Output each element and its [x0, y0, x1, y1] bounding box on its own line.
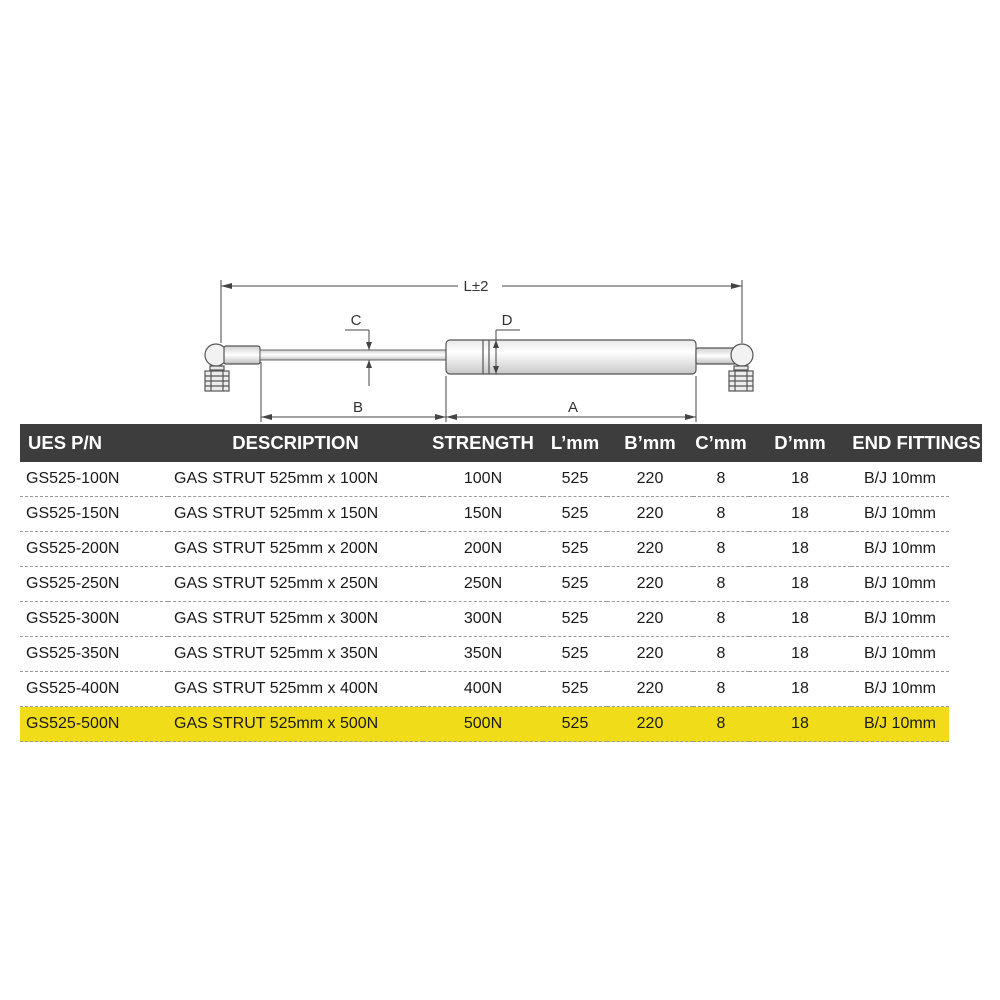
- cell-c: 8: [693, 497, 749, 532]
- cell-part-number: GS525-500N: [20, 707, 168, 742]
- cell-strength: 100N: [423, 462, 543, 497]
- cell-b: 220: [607, 497, 693, 532]
- cell-end-fittings: B/J 10mm: [851, 672, 949, 707]
- cell-d: 18: [749, 672, 851, 707]
- cell-end-fittings: B/J 10mm: [851, 532, 949, 567]
- cell-end-fittings: B/J 10mm: [851, 567, 949, 602]
- cell-description: GAS STRUT 525mm x 250N: [168, 567, 423, 602]
- piston-rod: [260, 350, 446, 360]
- header-strength: STRENGTH: [432, 432, 534, 453]
- cell-part-number: GS525-300N: [20, 602, 168, 637]
- table-row: [20, 602, 982, 637]
- cell-length: 525: [543, 602, 607, 637]
- right-ball-joint: [696, 344, 753, 391]
- cell-d: 18: [749, 532, 851, 567]
- table-row: [20, 462, 982, 497]
- table-row-highlighted: [20, 707, 982, 742]
- cylinder-body: [446, 340, 696, 374]
- cell-part-number: GS525-150N: [20, 497, 168, 532]
- arrow-C-top: [366, 342, 372, 350]
- header-b: B’mm: [624, 432, 676, 453]
- cell-c: 8: [693, 462, 749, 497]
- cell-part-number: GS525-100N: [20, 462, 168, 497]
- cell-b: 220: [607, 672, 693, 707]
- cell-part-number: GS525-350N: [20, 637, 168, 672]
- cell-end-fittings: B/J 10mm: [851, 497, 949, 532]
- cell-description: GAS STRUT 525mm x 200N: [168, 532, 423, 567]
- cell-end-fittings: B/J 10mm: [851, 707, 949, 742]
- gas-strut-diagram: [0, 0, 1000, 430]
- cell-end-fittings: B/J 10mm: [851, 602, 949, 637]
- cell-length: 525: [543, 462, 607, 497]
- table-row: [20, 497, 982, 532]
- header-description: DESCRIPTION: [232, 432, 359, 453]
- row-spacer: [949, 497, 982, 532]
- cell-strength: 150N: [423, 497, 543, 532]
- cell-length: 525: [543, 497, 607, 532]
- cell-description: GAS STRUT 525mm x 350N: [168, 637, 423, 672]
- cell-description: GAS STRUT 525mm x 400N: [168, 672, 423, 707]
- table-header-row: [20, 424, 982, 462]
- row-spacer: [949, 637, 982, 672]
- cell-c: 8: [693, 602, 749, 637]
- cell-b: 220: [607, 707, 693, 742]
- cell-b: 220: [607, 567, 693, 602]
- cell-description: GAS STRUT 525mm x 100N: [168, 462, 423, 497]
- cell-strength: 200N: [423, 532, 543, 567]
- cell-description: GAS STRUT 525mm x 500N: [168, 707, 423, 742]
- header-d: D’mm: [774, 432, 826, 453]
- dimension-B-label: B: [352, 399, 364, 416]
- table-row: [20, 567, 982, 602]
- arrow-B-left: [261, 414, 272, 420]
- dimension-D-label: D: [501, 312, 513, 329]
- cell-b: 220: [607, 637, 693, 672]
- header-c: C’mm: [695, 432, 747, 453]
- cell-d: 18: [749, 602, 851, 637]
- cell-c: 8: [693, 672, 749, 707]
- cell-d: 18: [749, 497, 851, 532]
- cell-strength: 400N: [423, 672, 543, 707]
- cell-part-number: GS525-400N: [20, 672, 168, 707]
- row-spacer: [949, 602, 982, 637]
- dimension-L-label: L±2: [463, 278, 489, 295]
- cell-length: 525: [543, 637, 607, 672]
- cell-strength: 300N: [423, 602, 543, 637]
- row-spacer: [949, 462, 982, 497]
- cell-end-fittings: B/J 10mm: [851, 462, 949, 497]
- cell-length: 525: [543, 567, 607, 602]
- arrow-C-bottom: [366, 360, 372, 368]
- arrow-B-right: [435, 414, 446, 420]
- cell-description: GAS STRUT 525mm x 150N: [168, 497, 423, 532]
- arrow-L-left: [221, 283, 232, 289]
- cell-length: 525: [543, 707, 607, 742]
- cell-part-number: GS525-200N: [20, 532, 168, 567]
- row-spacer: [949, 567, 982, 602]
- cell-strength: 250N: [423, 567, 543, 602]
- cell-c: 8: [693, 637, 749, 672]
- cell-d: 18: [749, 567, 851, 602]
- cell-d: 18: [749, 462, 851, 497]
- table-row: [20, 672, 982, 707]
- spec-table: [20, 424, 982, 742]
- row-spacer: [949, 532, 982, 567]
- header-length: L’mm: [550, 432, 600, 453]
- cell-b: 220: [607, 462, 693, 497]
- cell-d: 18: [749, 707, 851, 742]
- cell-strength: 500N: [423, 707, 543, 742]
- cell-length: 525: [543, 532, 607, 567]
- left-ball-joint: [205, 344, 260, 391]
- dimension-A-label: A: [567, 399, 579, 416]
- arrow-A-left: [446, 414, 457, 420]
- cell-c: 8: [693, 567, 749, 602]
- cell-description: GAS STRUT 525mm x 300N: [168, 602, 423, 637]
- dimension-C-label: C: [350, 312, 362, 329]
- row-spacer: [949, 672, 982, 707]
- cell-b: 220: [607, 532, 693, 567]
- cell-b: 220: [607, 602, 693, 637]
- cell-part-number: GS525-250N: [20, 567, 168, 602]
- table-row: [20, 532, 982, 567]
- cell-d: 18: [749, 637, 851, 672]
- cell-strength: 350N: [423, 637, 543, 672]
- row-spacer: [949, 707, 982, 742]
- cell-end-fittings: B/J 10mm: [851, 637, 949, 672]
- cell-c: 8: [693, 707, 749, 742]
- cell-c: 8: [693, 532, 749, 567]
- cell-length: 525: [543, 672, 607, 707]
- header-part-number: UES P/N: [28, 432, 103, 453]
- arrow-A-right: [685, 414, 696, 420]
- arrow-L-right: [731, 283, 742, 289]
- table-row: [20, 637, 982, 672]
- header-end-fittings: END FITTINGS: [852, 432, 981, 453]
